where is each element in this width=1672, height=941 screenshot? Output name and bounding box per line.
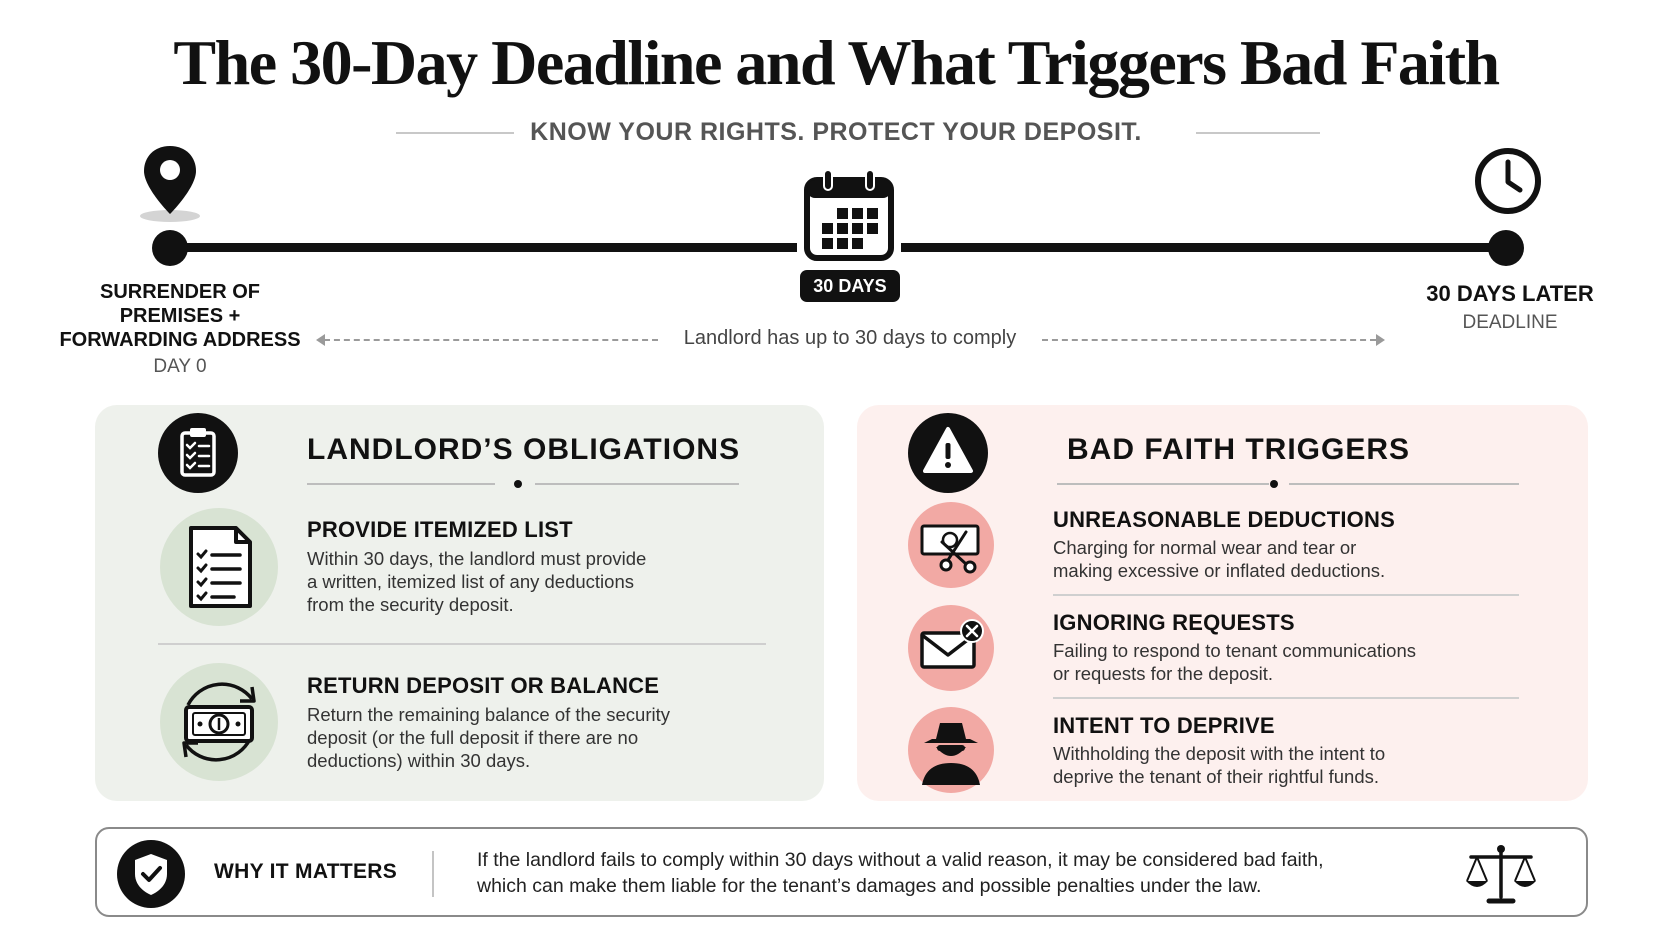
trigger-item-title-3: INTENT TO DEPRIVE [1053, 713, 1275, 738]
span-dash-left [324, 339, 658, 341]
map-pin-icon [138, 144, 202, 224]
why-it-matters-box [95, 827, 1588, 917]
obligations-separator [158, 643, 766, 645]
trigger-item-title-1: UNREASONABLE DEDUCTIONS [1053, 507, 1395, 532]
timeline-end-dot [1488, 230, 1524, 266]
timeline-start-label: SURRENDER OF PREMISES + FORWARDING ADDRESS [59, 281, 301, 351]
timeline-end-label: 30 DAYS LATER [1426, 281, 1594, 306]
incognito-person-icon [908, 707, 994, 793]
page-subtitle: KNOW YOUR RIGHTS. PROTECT YOUR DEPOSIT. [530, 118, 1142, 146]
obligation-item-desc-1: Within 30 days, the landlord must provide a written, itemized list of any deductions from the security deposit. [307, 548, 647, 615]
envelope-x-icon [908, 605, 994, 691]
money-scissors-icon-circle [908, 502, 994, 588]
obligations-title-rule-left [307, 483, 495, 485]
triggers-title: BAD FAITH TRIGGERS [1067, 433, 1411, 466]
span-text: Landlord has up to 30 days to comply [683, 327, 1017, 349]
trigger-item-desc-3: Withholding the deposit with the intent to deprive the tenant of their rightful funds. [1053, 743, 1386, 787]
clock-icon [1473, 146, 1543, 216]
obligations-title-dot [514, 480, 522, 488]
triggers-separator-1 [1053, 594, 1519, 596]
money-return-icon-circle [160, 663, 278, 781]
obligations-panel [95, 405, 824, 801]
footer-divider [432, 851, 434, 897]
obligation-item-title-2: RETURN DEPOSIT OR BALANCE [307, 673, 660, 698]
triggers-badge [908, 413, 988, 493]
span-arrow-right [1376, 334, 1385, 346]
envelope-x-icon-circle [908, 605, 994, 691]
timeline-start-sub: DAY 0 [153, 356, 207, 377]
timeline-end-sub: DEADLINE [1462, 312, 1558, 333]
thirty-days-badge: 30 DAYS [800, 270, 900, 302]
obligation-item-title-1: PROVIDE ITEMIZED LIST [307, 517, 573, 542]
itemized-list-icon-circle [160, 508, 278, 626]
warning-triangle-icon [908, 413, 988, 493]
trigger-item-desc-2: Failing to respond to tenant communications or requests for the deposit. [1053, 640, 1417, 684]
calendar-icon-wrap [797, 166, 901, 264]
trigger-item-desc-1: Charging for normal wear and tear or making excessive or inflated deductions. [1053, 537, 1386, 581]
money-return-icon [160, 663, 278, 781]
obligations-title-rule-right [535, 483, 739, 485]
scales-of-justice-icon [1465, 843, 1537, 905]
shield-check-icon [117, 840, 185, 908]
triggers-panel [857, 405, 1588, 801]
obligation-item-desc-2: Return the remaining balance of the security deposit (or the full deposit if there are no deductions) within 30 days. [307, 704, 671, 771]
incognito-person-icon-circle [908, 707, 994, 793]
trigger-item-title-2: IGNORING REQUESTS [1053, 610, 1295, 635]
span-dash-right [1042, 339, 1376, 341]
timeline-start-dot [152, 230, 188, 266]
subtitle-rule-right [1196, 132, 1320, 134]
clipboard-checklist-icon [158, 413, 238, 493]
obligations-badge [158, 413, 238, 493]
itemized-list-icon [160, 508, 278, 626]
why-it-matters-text: If the landlord fails to comply within 30 days without a valid reason, it may be considered bad faith, which can make them liable for the tenant’s damages and possible penalties under the law. [477, 849, 1324, 897]
triggers-title-rule-left [1057, 483, 1269, 485]
money-scissors-icon [908, 502, 994, 588]
triggers-separator-2 [1053, 697, 1519, 699]
obligations-title: LANDLORD’S OBLIGATIONS [307, 433, 741, 466]
triggers-title-dot [1270, 480, 1278, 488]
calendar-icon [797, 166, 901, 264]
page-title: The 30-Day Deadline and What Triggers Bad Faith [173, 27, 1499, 98]
why-it-matters-label: WHY IT MATTERS [214, 860, 398, 883]
triggers-title-rule-right [1289, 483, 1519, 485]
